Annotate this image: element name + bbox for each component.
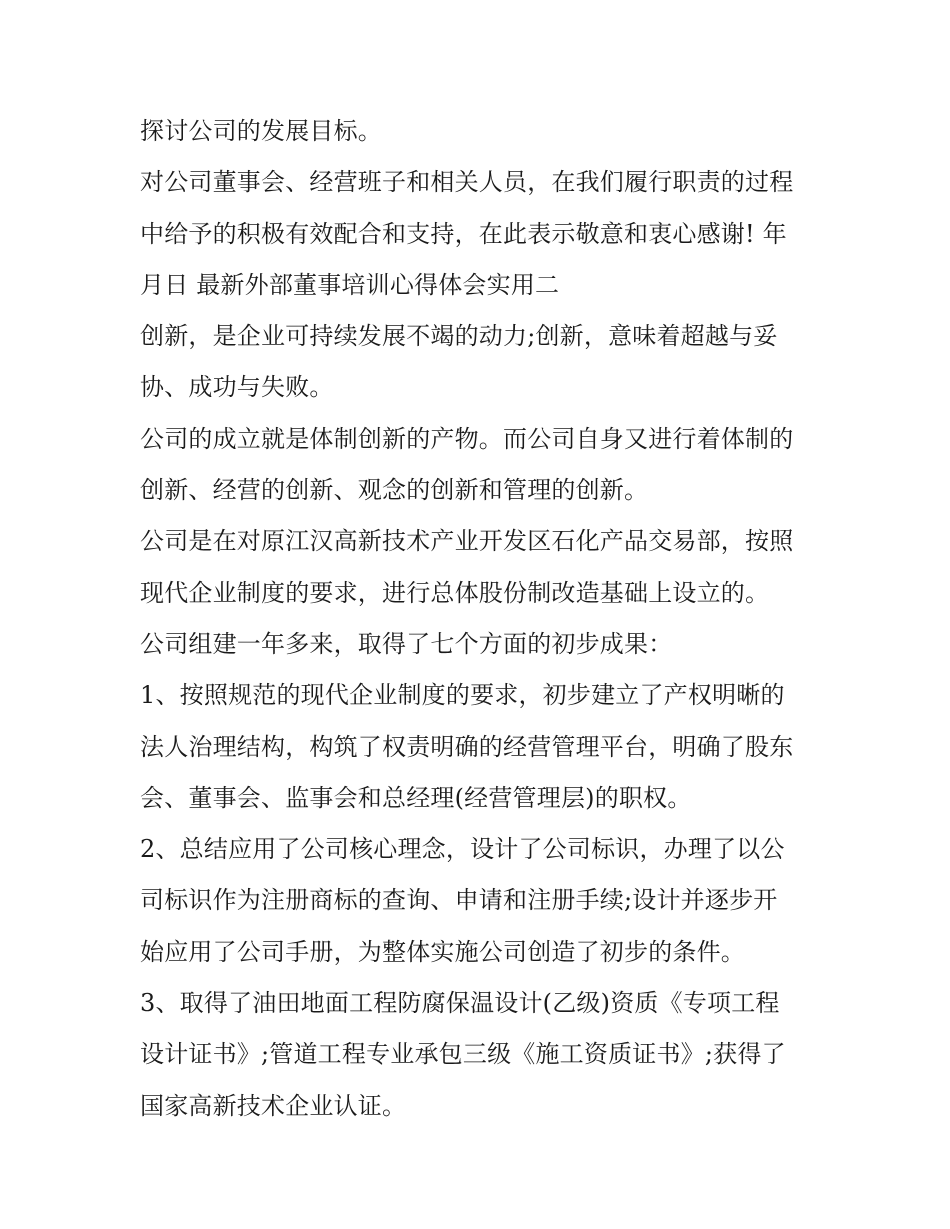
document-page [140, 106, 820, 1132]
text-line: 协、成功与失败。 [140, 373, 334, 402]
text-line: 现代企业制度的要求，进行总体股份制改造基础上设立的。 [140, 578, 770, 607]
text-line: 司标识作为注册商标的查询、申请和注册手续;设计并逐步开 [140, 886, 778, 915]
text-line: 公司是在对原江汉高新技术产业开发区石化产品交易部，按照 [140, 527, 794, 556]
text-line: 3、取得了油田地面工程防腐保温设计(乙级)资质《专项工程 [140, 989, 780, 1018]
text-line: 月日 最新外部董事培训心得体会实用二 [140, 270, 560, 299]
text-line: 公司组建一年多来，取得了七个方面的初步成果： [140, 629, 673, 658]
text-line: 公司的成立就是体制创新的产物。而公司自身又进行着体制的 [140, 424, 794, 453]
text-line: 1、按照规范的现代企业制度的要求，初步建立了产权明晰的 [140, 681, 785, 710]
text-line: 始应用了公司手册，为整体实施公司创造了初步的条件。 [140, 937, 745, 966]
text-line: 创新、经营的创新、观念的创新和管理的创新。 [140, 476, 649, 505]
text-line: 中给予的积极有效配合和支持，在此表示敬意和衷心感谢! 年 [140, 219, 787, 248]
text-line: 设计证书》;管道工程专业承包三级《施工资质证书》;获得了 [140, 1040, 786, 1069]
text-line: 会、董事会、监事会和总经理(经营管理层)的职权。 [140, 783, 692, 812]
text-line: 国家高新技术企业认证。 [140, 1091, 407, 1120]
text-line: 法人治理结构，构筑了权责明确的经营管理平台，明确了股东 [140, 732, 794, 761]
text-line: 探讨公司的发展目标。 [140, 117, 382, 145]
text-line: 2、总结应用了公司核心理念，设计了公司标识，办理了以公 [140, 835, 785, 864]
text-line: 创新，是企业可持续发展不竭的动力;创新，意味着超越与妥 [140, 322, 778, 351]
text-line: 对公司董事会、经营班子和相关人员，在我们履行职责的过程 [140, 168, 794, 197]
